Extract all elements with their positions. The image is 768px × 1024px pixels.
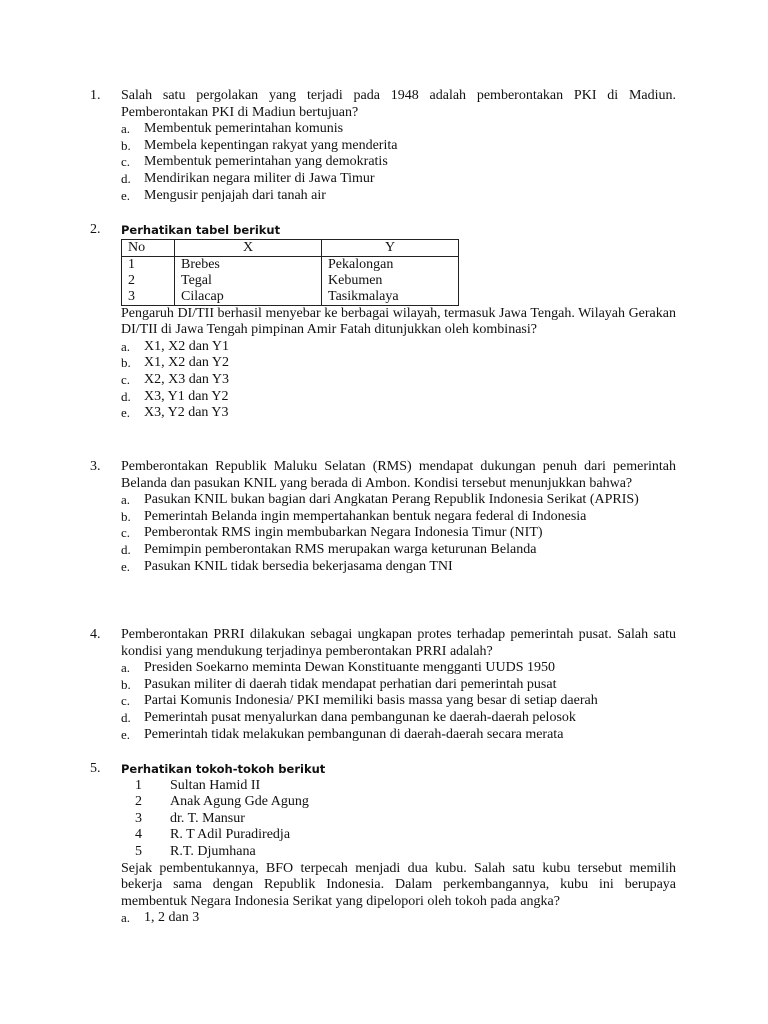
option-text: Pemerintah pusat menyalurkan dana pembangunan ke daerah-daerah pelosok <box>144 709 576 725</box>
table-header-cell: X <box>175 239 322 256</box>
option-a <box>121 910 676 927</box>
option-text: Pasukan KNIL bukan bagian dari Angkatan Perang Republik Indonesia Serikat (APRIS) <box>144 492 639 508</box>
options-list <box>121 121 676 204</box>
table-header-row <box>122 239 459 256</box>
question-number: 4. <box>90 627 101 642</box>
options-list <box>121 339 676 422</box>
option-b <box>121 677 676 694</box>
option-d <box>121 710 676 727</box>
table-cell: Brebes <box>175 256 322 273</box>
option-label: e. <box>121 558 131 574</box>
question-number: 2. <box>90 222 101 237</box>
option-label: a. <box>121 338 131 354</box>
list-item <box>121 811 676 828</box>
option-text: X1, X2 dan Y1 <box>144 338 230 354</box>
option-label: c. <box>121 693 131 709</box>
option-text: Mendirikan negara militer di Jawa Timur <box>144 170 375 186</box>
option-text: Pemerintah Belanda ingin mempertahankan bentuk negara federal di Indonesia <box>144 508 587 524</box>
option-a <box>121 339 676 356</box>
list-item <box>121 778 676 795</box>
option-label: d. <box>121 170 131 186</box>
option-label: a. <box>121 910 131 926</box>
question-stem: Pemberontakan PRRI dilakukan sebagai ungkapan protes terhadap pemerintah pusat. Salah satu kondisi yang mendukung terjadinya pemberontakan PRRI adalah? <box>121 627 676 659</box>
figure-name: Anak Agung Gde Agung <box>170 794 309 810</box>
table-header-cell: Y <box>322 239 459 256</box>
option-text: Pemerintah tidak melakukan pembangunan di daerah-daerah secara merata <box>144 726 564 742</box>
option-text: Presiden Soekarno meminta Dewan Konstituante mengganti UUDS 1950 <box>144 660 555 676</box>
question-stem: Pemberontakan Republik Maluku Selatan (RMS) mendapat dukungan penuh dari pemerintah Belanda dan pasukan KNIL yang berada di Ambon. Kondisi tersebut menunjukkan bahwa? <box>121 459 676 491</box>
option-c <box>121 154 676 171</box>
option-text: X3, Y1 dan Y2 <box>144 388 229 404</box>
question-instruction: Perhatikan tabel berikut <box>121 223 281 237</box>
options-list <box>121 492 676 575</box>
option-label: e. <box>121 187 131 203</box>
question-instruction: Perhatikan tokoh-tokoh berikut <box>121 762 326 776</box>
table-header-cell: No <box>122 239 175 256</box>
option-label: b. <box>121 355 131 371</box>
table-cell: 3 <box>122 289 175 306</box>
option-text: Mengusir penjajah dari tanah air <box>144 187 326 203</box>
option-label: e. <box>121 405 131 421</box>
option-c <box>121 525 676 542</box>
option-a <box>121 492 676 509</box>
table-cell: Kebumen <box>322 273 459 289</box>
figure-name: Sultan Hamid II <box>170 777 261 793</box>
question-number: 1. <box>90 88 101 103</box>
figures-list <box>121 778 676 861</box>
option-c <box>121 372 676 389</box>
question-stem: Pengaruh DI/TII berhasil menyebar ke berbagai wilayah, termasuk Jawa Tengah. Wilayah Gerakan DI/TII di Jawa Tengah pimpinan Amir Fatah ditunjukkan oleh kombinasi? <box>121 305 676 338</box>
table-cell: Cilacap <box>175 289 322 306</box>
option-text: Membela kepentingan rakyat yang menderita <box>144 137 398 153</box>
option-text: Membentuk pemerintahan komunis <box>144 121 344 137</box>
option-text: Membentuk pemerintahan yang demokratis <box>144 154 388 170</box>
question-4 <box>90 627 676 743</box>
option-label: d. <box>121 388 131 404</box>
table-cell: 2 <box>122 273 175 289</box>
figure-name: dr. T. Mansur <box>170 810 245 826</box>
question-1 <box>90 88 676 204</box>
options-list <box>121 660 676 743</box>
list-item <box>121 794 676 811</box>
question-5 <box>90 761 676 927</box>
option-label: a. <box>121 121 131 137</box>
question-number: 3. <box>90 459 101 474</box>
question-number: 5. <box>90 761 101 776</box>
list-item <box>121 827 676 844</box>
option-a <box>121 121 676 138</box>
option-label: e. <box>121 726 131 742</box>
figure-number: 2 <box>135 794 142 810</box>
figure-name: R. T Adil Puradiredja <box>170 827 291 843</box>
option-text: Partai Komunis Indonesia/ PKI memiliki basis massa yang besar di setiap daerah <box>144 693 598 709</box>
option-label: c. <box>121 154 131 170</box>
option-text: 1, 2 dan 3 <box>144 910 200 926</box>
option-label: d. <box>121 541 131 557</box>
table-cell: Tegal <box>175 273 322 289</box>
option-b <box>121 138 676 155</box>
options-list <box>121 910 676 927</box>
option-label: a. <box>121 492 131 508</box>
option-label: b. <box>121 137 131 153</box>
list-item <box>121 844 676 861</box>
question-stem: Salah satu pergolakan yang terjadi pada 1948 adalah pemberontakan PKI di Madiun. Pemberontakan PKI di Madiun bertujuan? <box>121 88 676 120</box>
option-b <box>121 355 676 372</box>
option-label: b. <box>121 676 131 692</box>
question-2 <box>90 222 676 422</box>
figure-number: 3 <box>135 810 142 826</box>
figure-number: 1 <box>135 777 142 793</box>
option-d <box>121 389 676 406</box>
option-d <box>121 171 676 188</box>
question-stem: Sejak pembentukannya, BFO terpecah menjadi dua kubu. Salah satu kubu tersebut memilih bekerja sama dengan Republik Indonesia. Dalam perkembangannya, kubu ini berupaya membentuk Negara Indonesia Serikat yang dipelopori oleh tokoh pada angka? <box>121 860 676 909</box>
figure-name: R.T. Djumhana <box>170 843 256 859</box>
option-label: d. <box>121 709 131 725</box>
table-cell: Tasikmalaya <box>322 289 459 306</box>
figure-number: 5 <box>135 843 142 859</box>
option-label: a. <box>121 660 131 676</box>
question-3 <box>90 459 676 575</box>
option-text: Pasukan KNIL tidak bersedia bekerjasama dengan TNI <box>144 558 453 574</box>
option-c <box>121 693 676 710</box>
option-label: b. <box>121 508 131 524</box>
xy-table <box>121 239 459 306</box>
table-cell: Pekalongan <box>322 256 459 273</box>
table-row <box>122 273 459 289</box>
option-text: X3, Y2 dan Y3 <box>144 405 229 421</box>
table-row <box>122 289 459 306</box>
option-text: X2, X3 dan Y3 <box>144 371 230 387</box>
option-text: Pemberontak RMS ingin membubarkan Negara Indonesia Timur (NIT) <box>144 525 543 541</box>
table-cell: 1 <box>122 256 175 273</box>
option-e <box>121 188 676 205</box>
option-text: X1, X2 dan Y2 <box>144 355 230 371</box>
option-a <box>121 660 676 677</box>
table-row <box>122 256 459 273</box>
option-text: Pemimpin pemberontakan RMS merupakan warga keturunan Belanda <box>144 541 537 557</box>
option-b <box>121 509 676 526</box>
option-e <box>121 559 676 576</box>
figure-number: 4 <box>135 827 142 843</box>
option-text: Pasukan militer di daerah tidak mendapat perhatian dari pemerintah pusat <box>144 676 557 692</box>
option-e <box>121 405 676 422</box>
option-d <box>121 542 676 559</box>
option-label: c. <box>121 525 131 541</box>
option-e <box>121 727 676 744</box>
option-label: c. <box>121 371 131 387</box>
